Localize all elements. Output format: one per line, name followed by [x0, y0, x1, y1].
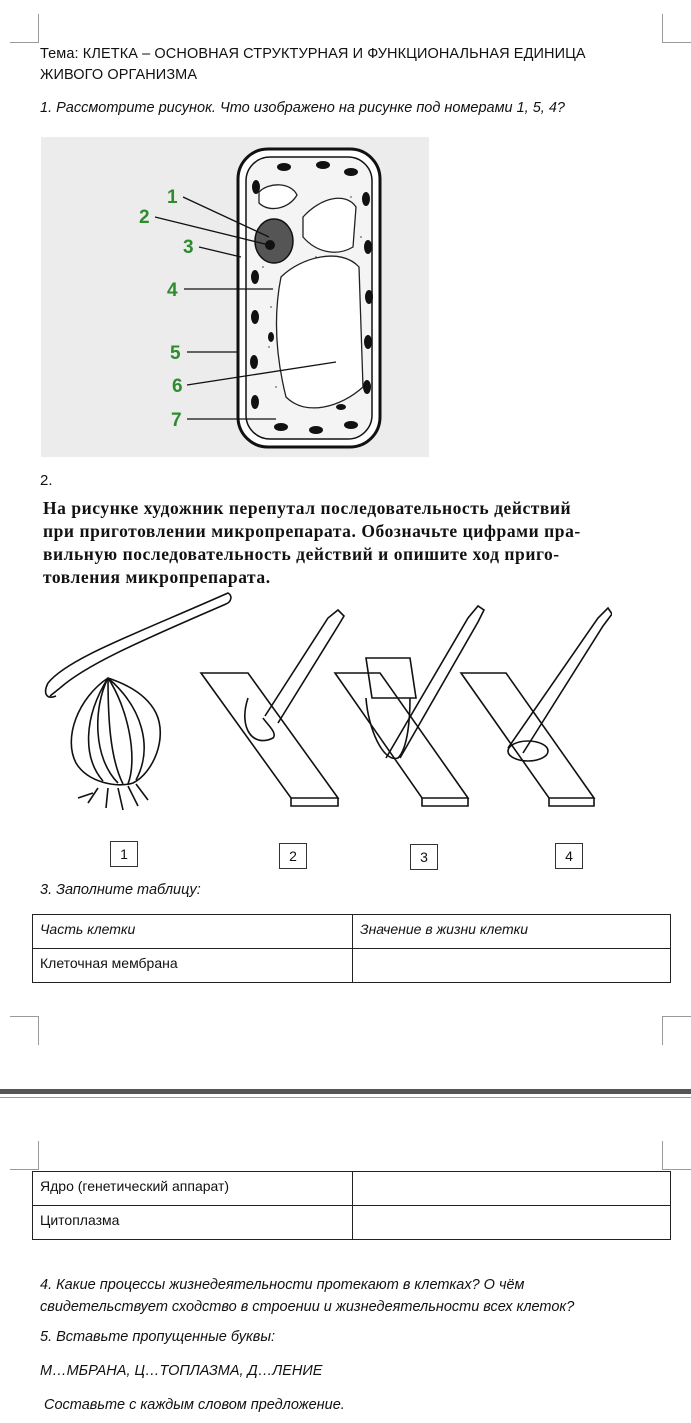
- figure-label: 1: [167, 187, 178, 208]
- question-2-text: На рисунке художник перепутал последовательность действий при приготовлении микропрепарата. Обозначьте цифрами пра- вильную последовательность действий и опишите ход приго- товления микропрепарата.: [43, 498, 581, 587]
- page-separator: [0, 1089, 691, 1094]
- figure-label: 4: [167, 280, 178, 301]
- answer-cell[interactable]: [353, 1206, 671, 1240]
- table-header-cell: Часть клетки: [33, 915, 353, 949]
- figure-label: 7: [171, 410, 182, 431]
- table-row: [33, 1206, 671, 1240]
- crop-mark: [662, 1016, 691, 1045]
- sequence-box[interactable]: 4: [555, 843, 583, 869]
- table-cell: Клеточная мембрана: [33, 949, 353, 983]
- answer-cell[interactable]: [353, 949, 671, 983]
- question-5: 5. Вставьте пропущенные буквы:: [40, 1329, 276, 1345]
- plant-cell-figure: [41, 137, 429, 457]
- cell-parts-table-continued: [32, 1171, 671, 1240]
- table-cell: Цитоплазма: [33, 1206, 353, 1240]
- table-cell: Ядро (генетический аппарат): [33, 1172, 353, 1206]
- crop-mark: [662, 14, 691, 43]
- figure-label: 5: [170, 343, 181, 364]
- table-row: [33, 1172, 671, 1206]
- page-title: Тема: КЛЕТКА – ОСНОВНАЯ СТРУКТУРНАЯ И ФУНКЦИОНАЛЬНАЯ ЕДИНИЦА ЖИВОГО ОРГАНИЗМА: [40, 46, 586, 83]
- question-4: 4. Какие процессы жизнедеятельности протекают в клетках? О чём свидетельствует сходство в строении и жизнедеятельности всех клеток?: [40, 1277, 575, 1315]
- figure-label: 6: [172, 376, 183, 397]
- table-header-row: [33, 915, 671, 949]
- answer-cell[interactable]: [353, 1172, 671, 1206]
- microslide-steps-figure: [38, 588, 612, 823]
- sequence-box[interactable]: 3: [410, 844, 438, 870]
- sequence-box[interactable]: 1: [110, 841, 138, 867]
- table-header-cell: Значение в жизни клетки: [353, 915, 671, 949]
- question-5-task: Составьте с каждым словом предложение.: [44, 1397, 345, 1413]
- crop-mark: [10, 14, 39, 43]
- figure-label: 2: [139, 207, 150, 228]
- table-row: [33, 949, 671, 983]
- question-5-words: М…МБРАНА, Ц…ТОПЛАЗМА, Д…ЛЕНИЕ: [40, 1363, 323, 1379]
- sequence-box[interactable]: 2: [279, 843, 307, 869]
- figure-label: 3: [183, 237, 194, 258]
- crop-mark: [10, 1141, 39, 1170]
- cell-parts-table: [32, 914, 671, 983]
- question-2-number: 2.: [40, 472, 53, 489]
- question-1: 1. Рассмотрите рисунок. Что изображено на рисунке под номерами 1, 5, 4?: [40, 100, 565, 116]
- page-separator: [0, 1097, 691, 1098]
- question-3: 3. Заполните таблицу:: [40, 882, 201, 898]
- crop-mark: [662, 1141, 691, 1170]
- crop-mark: [10, 1016, 39, 1045]
